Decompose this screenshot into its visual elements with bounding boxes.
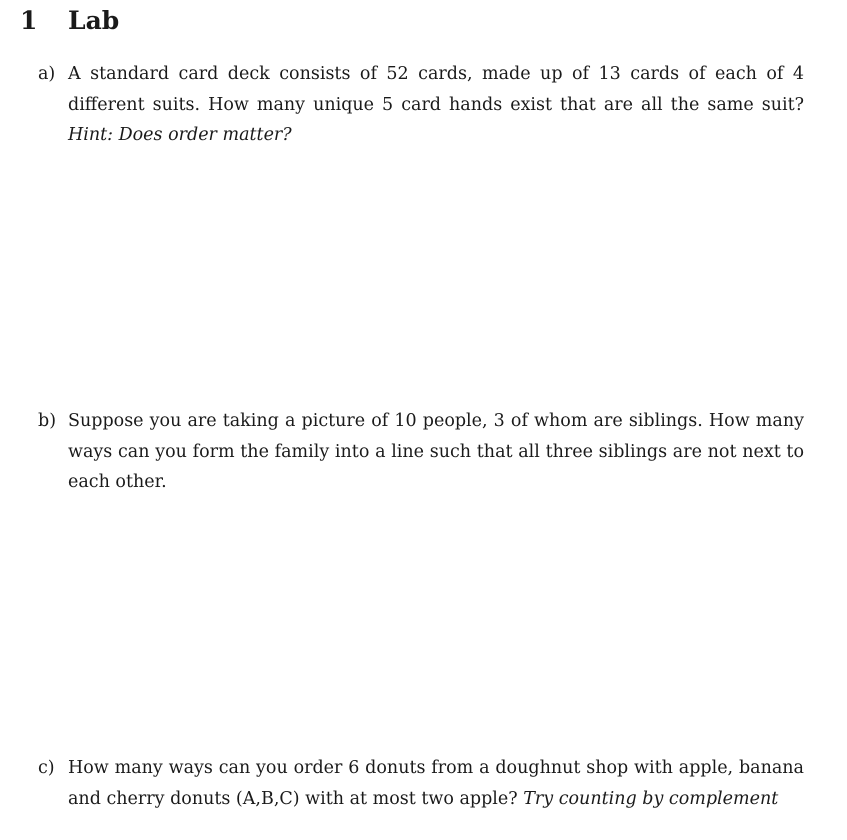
section-title: Lab <box>68 6 120 35</box>
problem-label: b) <box>38 411 57 431</box>
section-number: 1 <box>20 6 38 35</box>
problem-label: c) <box>38 758 55 778</box>
section-heading <box>20 4 119 38</box>
problem-text: Suppose you are taking a picture of 10 people, 3 of whom are siblings. How many ways can you form the family into a line such that all three siblings are not next to each other. <box>68 411 804 492</box>
problem-hint: Hint: Does order matter? <box>68 125 292 145</box>
problem-hint: Try counting by complement <box>523 788 779 809</box>
problem-text: How many ways can you order 6 donuts from a doughnut shop with apple, banana and cherry donuts (A,B,C) with at most two apple? <box>68 758 804 809</box>
problem-body <box>68 406 804 498</box>
problem-c <box>38 753 804 814</box>
problem-body <box>68 753 804 814</box>
problem-b <box>38 406 804 498</box>
problem-a <box>38 59 804 151</box>
problem-text: A standard card deck consists of 52 cards, made up of 13 cards of each of 4 different suits. How many unique 5 card hands exist that are all the same suit? <box>68 64 804 115</box>
problem-body <box>68 59 804 151</box>
problem-label: a) <box>38 64 56 84</box>
